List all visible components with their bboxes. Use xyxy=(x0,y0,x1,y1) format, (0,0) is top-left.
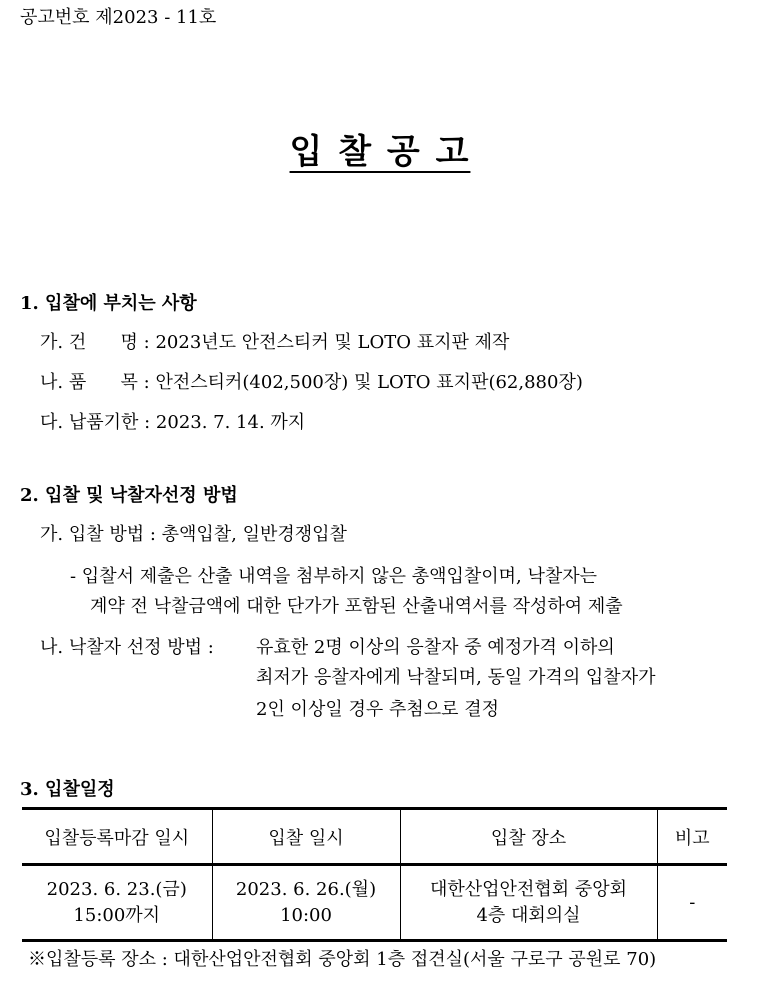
notice-number: 공고번호 제2023 - 11호 xyxy=(20,7,217,28)
bid-method: 가. 입찰 방법 : 총액입찰, 일반경쟁입찰 xyxy=(40,524,347,545)
bid-method-note-1: - 입찰서 제출은 산출 내역을 첨부하지 않은 총액입찰이며, 낙찰자는 xyxy=(70,566,598,587)
table-row xyxy=(22,865,727,941)
header-note: 비고 xyxy=(657,809,727,865)
selection-line-3: 2인 이상일 경우 추첨으로 결정 xyxy=(256,699,499,720)
selection-line-1: 유효한 2명 이상의 응찰자 중 예정가격 이하의 xyxy=(256,637,615,658)
page-title xyxy=(0,124,760,173)
header-deadline: 입찰등록마감 일시 xyxy=(22,809,212,865)
section3-heading: 3. 입찰일정 xyxy=(20,779,115,800)
item-name-value: : 2023년도 안전스티커 및 LOTO 표지판 제작 xyxy=(143,332,510,353)
cell-place: 대한산업안전협회 중앙회 4층 대회의실 xyxy=(400,865,657,941)
header-place: 입찰 장소 xyxy=(400,809,657,865)
item-deadline-value: : 2023. 7. 14. 까지 xyxy=(144,412,306,433)
cell-note: - xyxy=(657,865,727,941)
selection-label: 나. 낙찰자 선정 방법 : xyxy=(40,637,214,658)
section2-heading: 2. 입찰 및 낙찰자선정 방법 xyxy=(20,485,238,506)
header-bid-date: 입찰 일시 xyxy=(212,809,400,865)
bid-method-note-2: 계약 전 낙찰금액에 대한 단가가 포함된 산출내역서를 작성하여 제출 xyxy=(90,596,623,617)
selection-line-2: 최저가 응찰자에게 낙찰되며, 동일 가격의 입찰자가 xyxy=(256,667,656,688)
item-name-label: 가. 건 명 : 2023년도 안전스티커 및 LOTO 표지판 제작 xyxy=(40,332,510,353)
section1-heading: 1. 입찰에 부치는 사항 xyxy=(20,293,197,314)
schedule-table xyxy=(22,807,727,942)
cell-deadline: 2023. 6. 23.(금) 15:00까지 xyxy=(22,865,212,941)
registration-footnote: ※입찰등록 장소 : 대한산업안전협회 중앙회 1층 접견실(서울 구로구 공원로 70) xyxy=(28,949,657,970)
page-title-text: 입 찰 공 고 xyxy=(289,132,471,172)
item-product-value: : 안전스티커(402,500장) 및 LOTO 표지판(62,880장) xyxy=(143,372,583,393)
item-deadline-label: 다. 납품기한 : 2023. 7. 14. 까지 xyxy=(40,412,306,433)
cell-bid-date: 2023. 6. 26.(월) 10:00 xyxy=(212,865,400,941)
table-header-row xyxy=(22,809,727,865)
item-product-label: 나. 품 목 : 안전스티커(402,500장) 및 LOTO 표지판(62,880장) xyxy=(40,372,583,393)
